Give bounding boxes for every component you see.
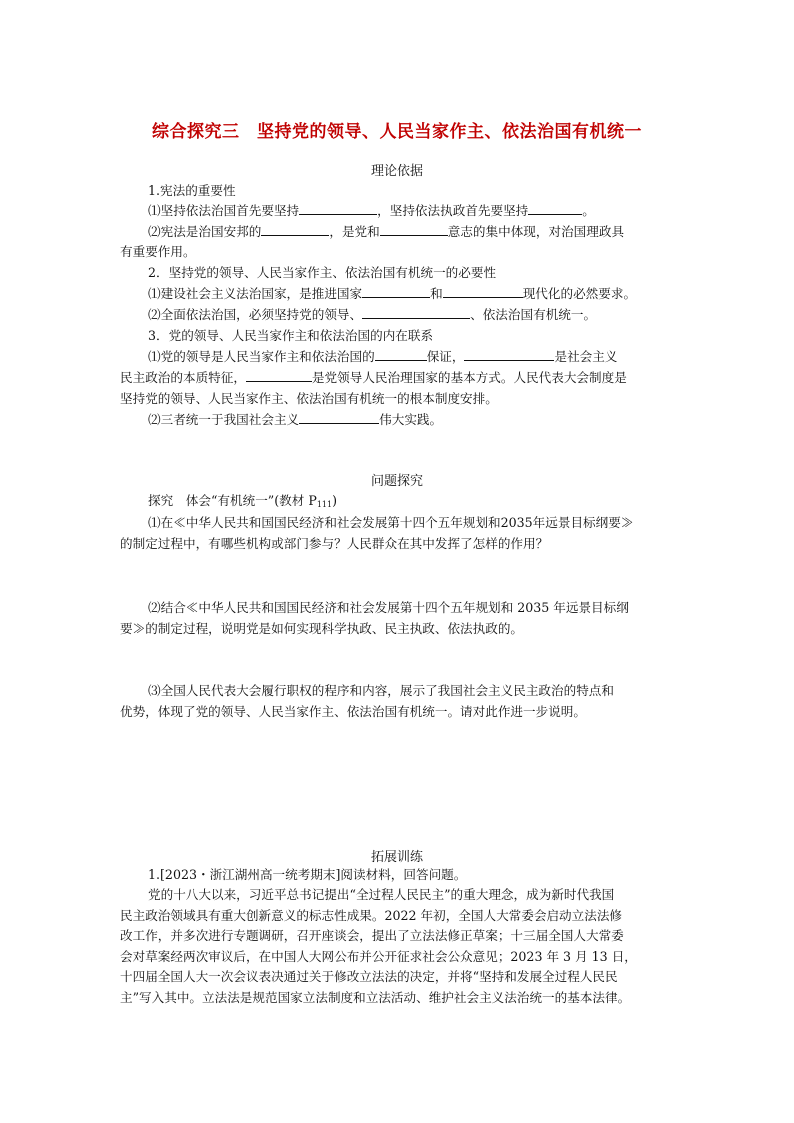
training-material-line: 党的十八大以来，习近平总书记提出“全过程人民民主”的重大理念，成为新时代我国 bbox=[148, 887, 615, 902]
theory-item-3: ⑴建设社会主义法治国家，是推进国家 和 现代化的必然要求。 bbox=[148, 286, 637, 301]
fill-blank bbox=[375, 347, 427, 361]
fill-blank bbox=[464, 347, 554, 361]
training-material-line: 民主政治领域具有重大创新意义的标志性成果。2022 年初，全国人大常委会启动立法法修 bbox=[120, 908, 623, 923]
inquiry-question-2-cont: 要≫的制定过程，说明党是如何实现科学执政、民主执政、依法执政的。 bbox=[120, 621, 523, 636]
inquiry-question-2: ⑵结合≪中华人民共和国国民经济和社会发展第十四个五年规划和 2035 年远景目标纲 bbox=[148, 600, 629, 615]
inquiry-question-3-cont: 优势，体现了党的领导、人民当家作主、依法治国有机统一。请对此作进一步说明。 bbox=[120, 704, 586, 719]
fill-blank bbox=[528, 201, 582, 215]
theory-item-6: ⑵三者统一于我国社会主义 伟大实践。 bbox=[148, 412, 443, 427]
fill-blank bbox=[362, 305, 470, 319]
theory-heading-1: 1.宪法的重要性 bbox=[148, 183, 236, 198]
theory-item-2: ⑵宪法是治国安邦的 ，是党和 意志的集中体现，对治国理政具 bbox=[148, 224, 625, 239]
inquiry-question-1-cont: 的制定过程中，有哪些机构或部门参与？人民群众在其中发挥了怎样的作用？ bbox=[120, 536, 549, 551]
training-material-line: 十四届全国人大一次会议表决通过关于修改立法法的决定，并将“坚持和发展全过程人民民 bbox=[120, 969, 618, 984]
theory-item-5-cont2: 坚持党的领导、人民当家作主、依法治国有机统一的根本制度安排。 bbox=[120, 391, 498, 406]
theory-item-4: ⑵全面依法治国，必须坚持党的领导、 、依法治国有机统一。 bbox=[148, 307, 597, 322]
section-heading-training: 拓展训练 bbox=[370, 850, 423, 865]
section-heading-theory: 理论依据 bbox=[370, 164, 423, 179]
fill-blank bbox=[362, 284, 430, 298]
fill-blank bbox=[299, 410, 379, 424]
theory-heading-3: 3．党的领导、人民当家作主和依法治国的内在联系 bbox=[148, 328, 434, 343]
theory-item-5: ⑴党的领导是人民当家作主和依法治国的 保证， 是社会主义 bbox=[148, 349, 618, 364]
theory-heading-2: 2．坚持党的领导、人民当家作主、依法治国有机统一的必要性 bbox=[148, 265, 497, 280]
fill-blank bbox=[246, 368, 312, 382]
training-material-line: 会对草案经两次审议后，在中国人大网公布并公开征求社会公众意见；2023 年 3 月 13 日， bbox=[120, 949, 637, 964]
training-material-line: 主”写入其中。立法法是规范国家立法制度和立法活动、维护社会主义法治统一的基本法律。 bbox=[120, 990, 631, 1005]
fill-blank bbox=[380, 222, 448, 236]
inquiry-heading: 探究 体会“有机统一”(教材 $P_{111}$) bbox=[148, 493, 338, 509]
inquiry-question-3: ⑶全国人民代表大会履行职权的程序和内容，展示了我国社会主义民主政治的特点和 bbox=[148, 683, 614, 698]
fill-blank bbox=[299, 201, 377, 215]
theory-item-2-cont: 有重要作用。 bbox=[120, 244, 196, 259]
theory-item-5-cont: 民主政治的本质特征， 是党领导人民治理国家的基本方式。人民代表大会制度是 bbox=[120, 370, 627, 385]
section-heading-inquiry: 问题探究 bbox=[370, 474, 423, 489]
fill-blank bbox=[261, 222, 329, 236]
inquiry-question-1: ⑴在≪中华人民共和国国民经济和社会发展第十四个五年规划和2035年远景目标纲要≫ bbox=[148, 515, 634, 530]
theory-item-1: ⑴坚持依法治国首先要坚持 ，坚持依法执政首先要坚持 。 bbox=[148, 203, 595, 218]
page-title: 综合探究三 坚持党的领导、人民当家作主、依法治国有机统一 bbox=[152, 122, 642, 142]
training-question-1: 1.[2023・浙江湖州高一统考期末]阅读材料，回答问题。 bbox=[148, 867, 467, 882]
fill-blank bbox=[443, 284, 523, 298]
training-material-line: 改工作，并多次进行专题调研，召开座谈会，提出了立法法修正草案；十三届全国人大常委 bbox=[120, 928, 624, 943]
